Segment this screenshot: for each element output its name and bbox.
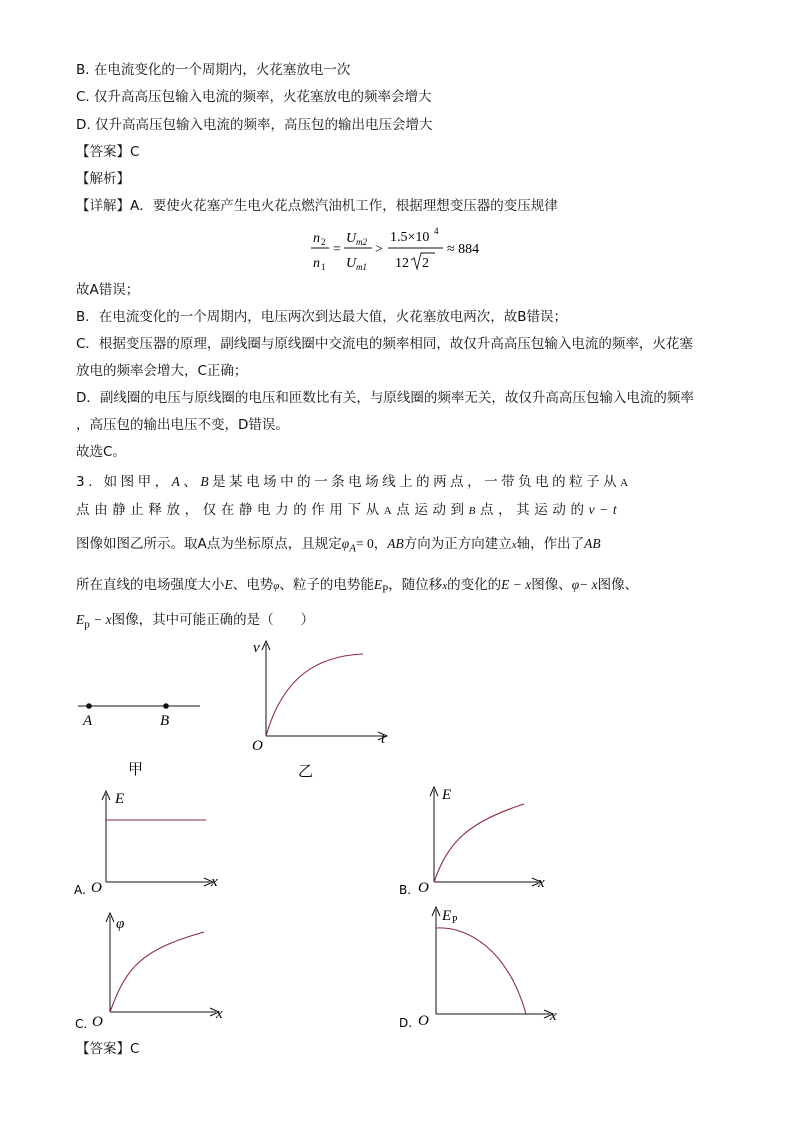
q3-l4d: ，随位移 <box>388 577 443 593</box>
eq-numerator: 1.5×10 <box>390 230 430 245</box>
detail-label: 【详解】 <box>76 198 130 214</box>
q3-phix: φ− x <box>571 577 598 592</box>
q3-l2b: 点运动到 <box>396 502 469 518</box>
origin-o: O <box>91 880 102 896</box>
q3-Ex: E − x <box>501 577 532 592</box>
explain-c-1: C．根据变压器的原理，副线圈与原线圈中交流电的频率相同，故仅升高高压包输入电流的频率，火花塞 <box>76 336 693 352</box>
point-a <box>86 703 92 709</box>
q3-A-small: A <box>383 505 397 517</box>
axis-v: v <box>253 640 260 656</box>
eq-um2-sub: m2 <box>356 237 367 247</box>
option-d-graph <box>398 900 568 1034</box>
eq-n1-sub: 1 <box>321 262 326 272</box>
q3-Ep: E <box>373 577 383 592</box>
q3-line3 <box>76 535 601 558</box>
q3-answer-value: C <box>130 1041 140 1057</box>
q3-l2c: 点，其运动的 <box>479 502 589 518</box>
origin-o: O <box>418 880 429 896</box>
ep-curve <box>436 928 526 1014</box>
q3-A-plain: A <box>620 477 632 489</box>
q3-l4c: 、粒子的电势能 <box>279 577 374 593</box>
eq-n2-sub: 2 <box>321 237 326 247</box>
axis-e: E <box>115 791 125 807</box>
origin-o: O <box>252 738 263 754</box>
eq-approx: ≈ 884 <box>447 242 480 257</box>
eq-n2: n <box>313 231 320 246</box>
e-curve <box>434 804 524 882</box>
axis-x: x <box>211 874 218 890</box>
option-d: D. 仅升高高压包输入电流的频率，高压包的输出电压会增大 <box>76 117 433 133</box>
figure-jia <box>70 690 210 780</box>
label-a: A <box>83 713 93 729</box>
eq-denominator: 12 <box>395 256 409 271</box>
q3-l2a: 点由静止释放，仅在静电力的作用下从 <box>76 502 384 518</box>
axis-phi: φ <box>116 916 125 932</box>
option-c: C. 仅升高高压包输入电流的频率，火花塞放电的频率会增大 <box>76 89 432 105</box>
q3-phiA-eq: = 0 <box>355 536 374 551</box>
explain-d-2: ，高压包的输出电压不变，D错误。 <box>76 417 289 433</box>
q3-line1 <box>76 473 632 492</box>
eq-equals: = <box>333 242 341 257</box>
q3-B-small: B <box>468 505 480 517</box>
explain-d-1: D．副线圈的电压与原线圈的电压和匝数比有关，与原线圈的频率无关，故仅升高高压包输入电流的频率 <box>76 390 694 406</box>
axis-x: x <box>550 1008 557 1024</box>
q3-l3a: 图像如图乙所示。取A点为坐标原点，且规定 <box>76 536 342 552</box>
caption-jia: 甲 <box>128 760 144 778</box>
option-c-label: C. <box>75 1017 88 1031</box>
axis-e: E <box>442 787 452 803</box>
q3-l3d: 轴，作出了 <box>516 536 585 552</box>
q3-AB2: AB <box>584 536 601 551</box>
eq-um1-sub: m1 <box>356 262 367 272</box>
point-b <box>163 703 169 709</box>
final-choice: 故选C。 <box>76 444 126 460</box>
q3-B: B <box>200 474 213 489</box>
q3-l5: 图像，其中可能正确的是（ ） <box>111 612 315 628</box>
axis-t: t <box>381 731 386 747</box>
caption-yi: 乙 <box>298 762 314 780</box>
q3-AB: AB <box>387 536 404 551</box>
q3-l4a: 所在直线的电场强度大小 <box>76 577 225 593</box>
eq-num-exp: 4 <box>434 226 439 236</box>
detail-a <box>76 197 558 215</box>
q3-answer-line <box>76 1040 139 1058</box>
q3-l4b: 、电势 <box>232 577 274 593</box>
q3-Epx-sub: p <box>84 618 90 631</box>
answer-line <box>76 143 139 161</box>
q3-A: A <box>171 474 184 489</box>
figure-yi <box>248 636 398 782</box>
q3-line5 <box>76 611 314 634</box>
answer-value: C <box>130 144 140 160</box>
option-a-label: A. <box>74 883 86 897</box>
eq-root: 2 <box>422 256 429 271</box>
option-b-graph <box>398 782 558 900</box>
answer-label: 【答案】 <box>76 144 130 160</box>
q3-phiA: φ <box>341 536 350 551</box>
eq-um2: U <box>346 231 357 246</box>
option-b-label: B. <box>399 883 412 897</box>
q3-x: x <box>511 539 517 551</box>
q3-l4g: 图像、 <box>597 577 639 593</box>
explain-c-2: 放电的频率会增大，C正确； <box>76 363 248 379</box>
q3-line2 <box>76 501 621 520</box>
origin-o: O <box>92 1014 103 1030</box>
q3-Epx-rest: − x <box>89 612 112 627</box>
explain-b: B．在电流变化的一个周期内，电压两次到达最大值，火花塞放电两次，故B错误； <box>76 309 568 325</box>
label-b: B <box>160 713 170 729</box>
q3-x2: x <box>442 580 448 592</box>
q3-l4e: 的变化的 <box>447 577 502 593</box>
q3-Epx: E <box>76 612 85 627</box>
q3-l4f: 图像、 <box>531 577 572 593</box>
axis-ep: E <box>442 908 452 924</box>
option-a-graph <box>74 786 224 900</box>
q3-Ep-sub: P <box>382 583 389 596</box>
detail-a-text: A．要使火花塞产生电火花点燃汽油机工作，根据理想变压器的变压规律 <box>130 198 558 214</box>
q3-l1a: 3. 如图甲， <box>76 474 172 490</box>
option-d-label: D. <box>399 1016 413 1030</box>
option-b: B. 在电流变化的一个周期内，火花塞放电一次 <box>76 62 351 78</box>
q3-l1b: 是某电场中的一条电场线上的两点，一带负电的粒子从 <box>212 474 621 490</box>
q3-E: E <box>224 577 233 592</box>
eq-n1: n <box>313 256 320 271</box>
analysis-label: 【解析】 <box>76 171 130 187</box>
option-c-graph <box>74 908 234 1032</box>
q3-answer-label: 【答案】 <box>76 1041 130 1057</box>
axis-x: x <box>216 1006 223 1022</box>
phi-curve <box>110 932 204 1012</box>
q3-phi: φ <box>273 580 280 592</box>
axis-x: x <box>538 875 545 891</box>
eq-um1: U <box>346 256 357 271</box>
q3-vt: v−t <box>588 502 622 517</box>
axis-ep-sub: P <box>452 915 458 926</box>
q3-phiA-sub: A <box>349 542 356 555</box>
vt-curve <box>266 654 363 736</box>
origin-o: O <box>418 1013 429 1029</box>
transformer-equation <box>310 222 510 274</box>
q3-sep: 、 <box>183 474 201 490</box>
eq-greater: > <box>375 242 383 257</box>
q3-l3c: 方向为正方向建立 <box>403 536 512 552</box>
conclusion-a: 故A错误； <box>76 282 140 298</box>
q3-l3b: ， <box>373 536 388 552</box>
q3-line4 <box>76 576 638 599</box>
